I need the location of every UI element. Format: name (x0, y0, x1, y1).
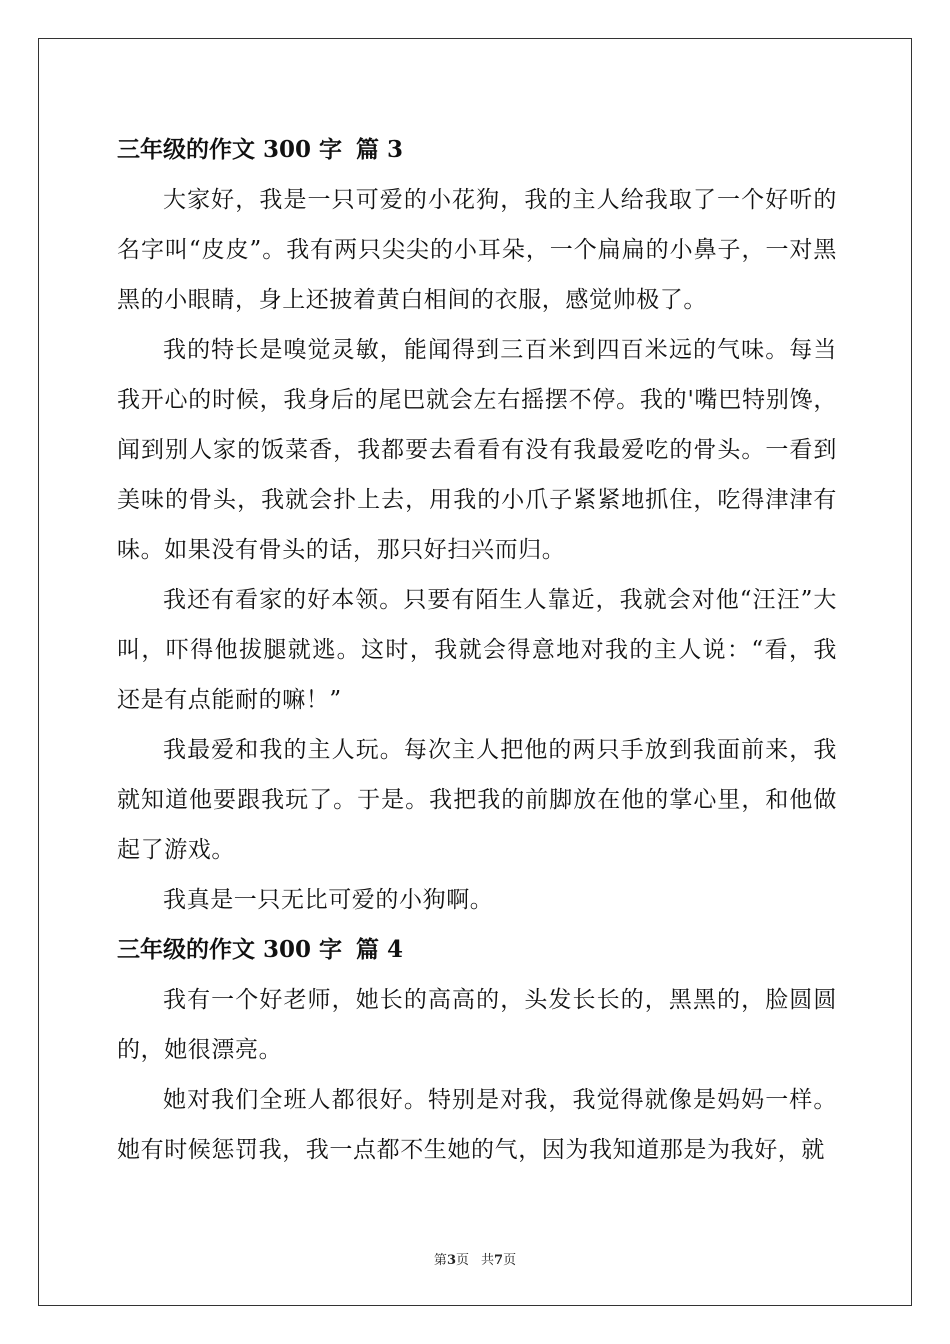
section-heading-title: 三年级的作文 300 字 (117, 936, 343, 963)
paragraph: 我还有看家的好本领。只要有陌生人靠近，我就会对他“汪汪”大叫，吓得他拔腿就逃。这时，我就会得意地对我的主人说：“看，我还是有点能耐的嘛！” (117, 587, 837, 713)
total-suffix: 页 (503, 1253, 517, 1268)
section-heading (117, 925, 837, 975)
paragraph: 我的特长是嗅觉灵敏，能闻得到三百米到四百米远的气味。每当我开心的时候，我身后的尾巴就会左右摇摆不停。我的'嘴巴特别馋，闻到别人家的饭菜香，我都要去看看有没有我最爱吃的骨头。一看到美味的骨头，我就会扑上去，用我的小爪子紧紧地抓住，吃得津津有味。如果没有骨头的话，那只好扫兴而归。 (117, 337, 837, 563)
paragraph: 我最爱和我的主人玩。每次主人把他的两只手放到我面前来，我就知道他要跟我玩了。于是。我把我的前脚放在他的掌心里，和他做起了游戏。 (117, 737, 837, 863)
section-heading-title: 三年级的作文 300 字 (117, 136, 343, 163)
paragraph: 她对我们全班人都很好。特别是对我，我觉得就像是妈妈一样。她有时候惩罚我，我一点都不生她的气，因为我知道那是为我好，就 (117, 1087, 837, 1163)
section-heading (117, 125, 837, 175)
page-footer (0, 1249, 950, 1268)
document-body (117, 125, 837, 1175)
section-heading-part: 篇 3 (356, 136, 404, 163)
total-pages: 7 (494, 1253, 504, 1268)
page-number: 3 (446, 1253, 456, 1268)
paragraph: 大家好，我是一只可爱的小花狗，我的主人给我取了一个好听的名字叫“皮皮”。我有两只尖尖的小耳朵，一个扁扁的小鼻子，一对黑黑的小眼睛，身上还披着黄白相间的衣服，感觉帅极了。 (117, 187, 837, 313)
page-suffix: 页 (455, 1253, 469, 1268)
paragraph: 我真是一只无比可爱的小狗啊。 (163, 887, 494, 913)
paragraph: 我有一个好老师，她长的高高的，头发长长的，黑黑的，脸圆圆的，她很漂亮。 (117, 987, 837, 1063)
total-prefix: 共 (481, 1253, 495, 1268)
page-prefix: 第 (433, 1253, 447, 1268)
section-heading-part: 篇 4 (356, 936, 404, 963)
